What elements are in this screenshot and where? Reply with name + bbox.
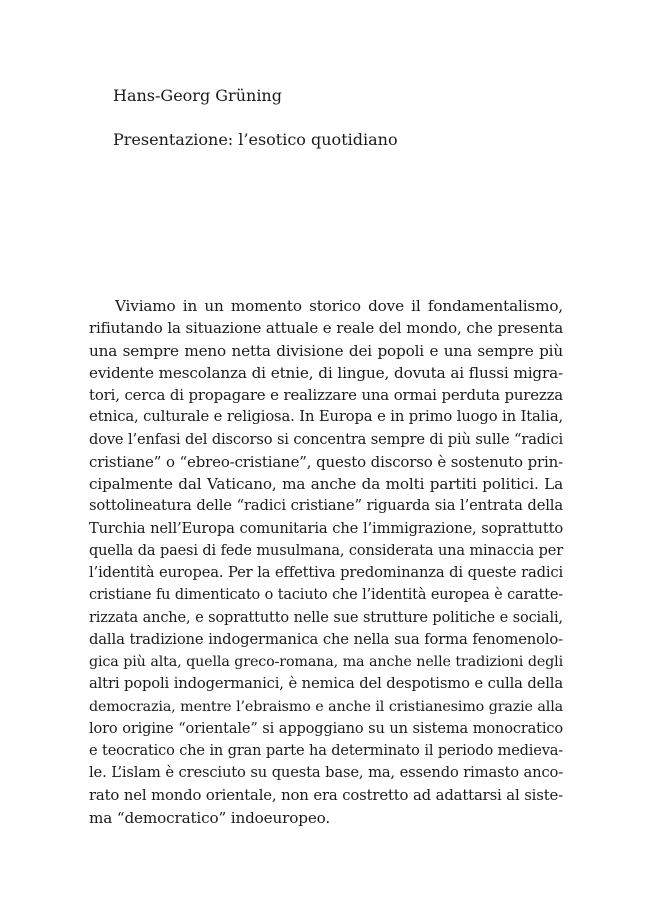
author-name: Hans-Georg Grüning: [113, 86, 282, 105]
paragraph-line: Turchia nell’Europa comunitaria che l’immigrazione, soprattutto: [89, 519, 563, 537]
paragraph-line: dalla tradizione indogermanica che nella sua forma fenomenolo-: [89, 630, 563, 648]
paragraph-line: le. L’islam è cresciuto su questa base, ma, essendo rimasto anco-: [89, 764, 563, 782]
paragraph-line: dove l’enfasi del discorso si concentra sempre di più sulle “radici: [89, 430, 563, 448]
paragraph-line: sottolineatura delle “radici cristiane” riguarda sia l’entrata della: [89, 497, 563, 515]
paragraph-line: tori, cerca di propagare e realizzare una ormai perduta purezza: [89, 386, 563, 404]
paragraph-line: Viviamo in un momento storico dove il fondamentalismo,: [115, 297, 563, 315]
paragraph-line: gica più alta, quella greco-romana, ma anche nelle tradizioni degli: [89, 654, 563, 670]
paragraph-line: l’identità europea. Per la effettiva predominanza di queste radici: [89, 564, 563, 581]
paragraph-line: altri popoli indogermanici, è nemica del despotismo e culla della: [89, 675, 563, 693]
paragraph-line: democrazia, mentre l’ebraismo e anche il cristianesimo grazie alla: [89, 698, 563, 715]
paragraph-line: etnica, culturale e religiosa. In Europa e in primo luogo in Italia,: [89, 408, 563, 426]
paragraph-line: evidente mescolanza di etnie, di lingue, dovuta ai flussi migra-: [89, 363, 563, 382]
paragraph-line: e teocratico che in gran parte ha determinato il periodo medieva-: [89, 743, 563, 759]
paragraph-line: cristiane fu dimenticato o taciuto che l’identità europea è caratte-: [89, 587, 563, 604]
paragraph-line: una sempre meno netta divisione dei popoli e una sempre più: [89, 341, 563, 360]
chapter-title: Presentazione: l’esotico quotidiano: [113, 130, 398, 149]
paragraph-line: cristiane” o “ebreo-cristiane”, questo discorso è sostenuto prin-: [89, 452, 563, 471]
paragraph-line: ma “democratico” indoeuropeo.: [89, 808, 331, 827]
paragraph-line: quella da paesi di fede musulmana, considerata una minaccia per: [89, 542, 563, 559]
paragraph-line: rifiutando la situazione attuale e reale del mondo, che presenta: [89, 319, 563, 338]
paragraph-line: loro origine “orientale” si appoggiano su un sistema monocratico: [89, 719, 563, 737]
paragraph-line: rato nel mondo orientale, non era costretto ad adattarsi al siste-: [89, 786, 563, 804]
paragraph-line: cipalmente dal Vaticano, ma anche da molti partiti politici. La: [89, 475, 563, 493]
body-paragraph: [89, 295, 563, 829]
paragraph-line: rizzata anche, e soprattutto nelle sue strutture politiche e sociali,: [89, 609, 563, 626]
